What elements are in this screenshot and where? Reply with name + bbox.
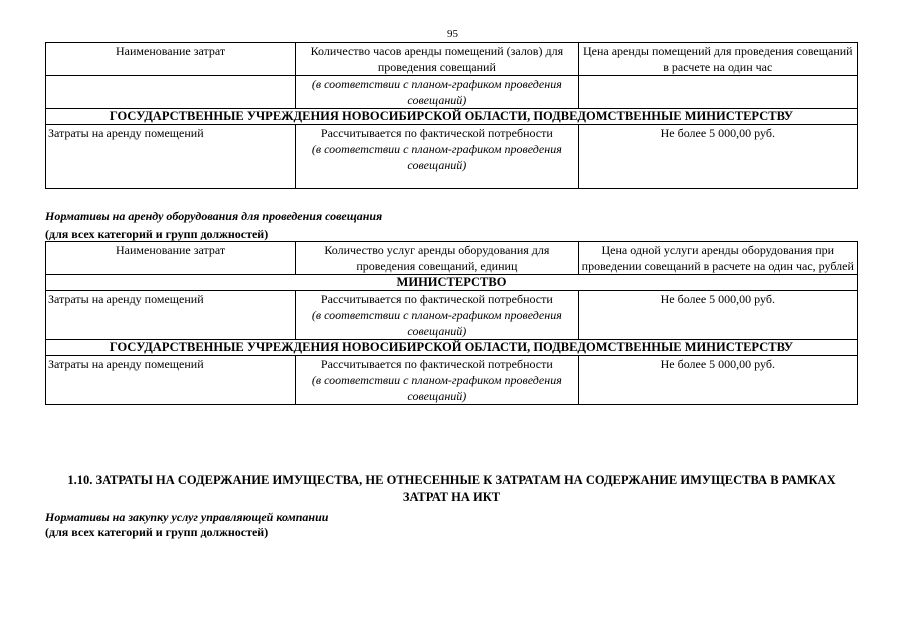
- table-row: [46, 291, 858, 340]
- cell-quantity: [296, 291, 578, 340]
- header-price-per-hour: Цена аренды помещений для проведения совещаний в расчете на один час: [578, 43, 857, 76]
- management-company-heading: Нормативы на закупку услуг управляющей компании: [45, 510, 329, 524]
- table-row: [46, 76, 858, 109]
- section-label: МИНИСТЕРСТВО: [46, 275, 858, 291]
- cell-quantity: [296, 356, 578, 405]
- cell-empty: [46, 76, 296, 109]
- table-header-row: [46, 43, 858, 76]
- section-label: ГОСУДАРСТВЕННЫЕ УЧРЕЖДЕНИЯ НОВОСИБИРСКОЙ ОБЛАСТИ, ПОДВЕДОМСТВЕННЫЕ МИНИСТЕРСТВУ: [46, 109, 858, 125]
- section-label: ГОСУДАРСТВЕННЫЕ УЧРЕЖДЕНИЯ НОВОСИБИРСКОЙ ОБЛАСТИ, ПОДВЕДОМСТВЕННЫЕ МИНИСТЕРСТВУ: [46, 340, 858, 356]
- cell-cost-name: Затраты на аренду помещений: [46, 125, 296, 189]
- management-company-subheading: (для всех категорий и групп должностей): [45, 525, 269, 539]
- page-number: 95: [447, 28, 458, 40]
- header-cost-name: Наименование затрат: [46, 242, 296, 275]
- header-services-quantity: Количество услуг аренды оборудования для проведения совещаний, единиц: [296, 242, 578, 275]
- quantity-text: Рассчитывается по фактической потребности: [320, 357, 553, 371]
- section-row-institutions: [46, 109, 858, 125]
- equipment-rental-heading: Нормативы на аренду оборудования для проведения совещания: [45, 209, 383, 223]
- table-row: [46, 125, 858, 189]
- header-service-price: Цена одной услуги аренды оборудования при проведении совещаний в расчете на один час, рублей: [578, 242, 857, 275]
- cell-cost-name: Затраты на аренду помещений: [46, 291, 296, 340]
- quantity-note: (в соответствии с планом-графиком проведения совещаний): [311, 308, 562, 338]
- equipment-rental-subheading: (для всех категорий и групп должностей): [45, 227, 269, 241]
- cell-price: Не более 5 000,00 руб.: [578, 356, 857, 405]
- cell-schedule-note: [296, 76, 578, 109]
- cell-quantity: [296, 125, 578, 189]
- table-header-row: [46, 242, 858, 275]
- cell-price: Не более 5 000,00 руб.: [578, 125, 857, 189]
- schedule-note: (в соответствии с планом-графиком проведения совещаний): [311, 77, 562, 107]
- cell-cost-name: Затраты на аренду помещений: [46, 356, 296, 405]
- quantity-text: Рассчитывается по фактической потребности: [320, 126, 553, 140]
- quantity-note: (в соответствии с планом-графиком проведения совещаний): [311, 373, 562, 403]
- cell-price: Не более 5 000,00 руб.: [578, 291, 857, 340]
- quantity-text: Рассчитывается по фактической потребности: [320, 292, 553, 306]
- premises-rental-table: [45, 42, 858, 189]
- section-row-ministry: [46, 275, 858, 291]
- section-row-institutions: [46, 340, 858, 356]
- equipment-rental-table: [45, 241, 858, 405]
- cell-empty: [578, 76, 857, 109]
- header-hours-quantity: Количество часов аренды помещений (залов) для проведения совещаний: [296, 43, 578, 76]
- table-row: [46, 356, 858, 405]
- header-cost-name: Наименование затрат: [46, 43, 296, 76]
- section-title: 1.10. ЗАТРАТЫ НА СОДЕРЖАНИЕ ИМУЩЕСТВА, НЕ ОТНЕСЕННЫЕ К ЗАТРАТАМ НА СОДЕРЖАНИЕ ИМУЩЕСТВА В РАМКАХ ЗАТРАТ НА ИКТ: [67, 473, 836, 504]
- quantity-note: (в соответствии с планом-графиком проведения совещаний): [311, 142, 562, 172]
